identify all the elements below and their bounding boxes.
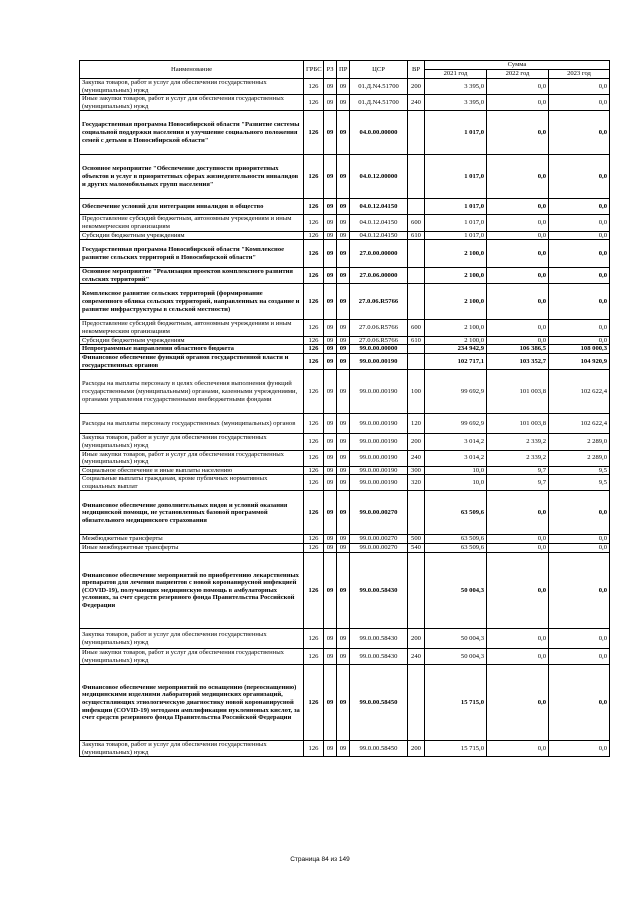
row-csr: 99.0.00.58430 (350, 553, 408, 629)
row-csr: 99.0.00.00270 (350, 535, 408, 544)
row-csr: 99.0.00.00190 (350, 414, 408, 434)
row-rz: 09 (324, 665, 337, 741)
row-rz: 09 (324, 414, 337, 434)
table-body (80, 79, 610, 757)
row-grbs: 126 (304, 544, 324, 553)
row-value-2022: 101 003,8 (487, 370, 549, 414)
row-pr: 09 (337, 111, 350, 155)
row-pr: 09 (337, 434, 350, 450)
row-name: Иные закупки товаров, работ и услуг для обеспечения государственных (муниципальных) нужд (80, 95, 304, 111)
row-value-2021: 2 100,0 (425, 336, 487, 345)
row-rz: 09 (324, 544, 337, 553)
row-vr (408, 553, 425, 629)
row-grbs: 126 (304, 450, 324, 466)
row-name: Финансовое обеспечение дополнительных видов и условий оказания медицинской помощи, не установленных базовой программой обязательного медицинского страхования (80, 491, 304, 535)
row-pr: 09 (337, 215, 350, 231)
table-row (80, 111, 610, 155)
row-grbs: 126 (304, 370, 324, 414)
row-value-2022: 0,0 (487, 741, 549, 757)
row-value-2021: 10,0 (425, 466, 487, 475)
row-value-2023: 9,5 (549, 475, 610, 491)
row-pr: 09 (337, 414, 350, 434)
row-pr: 09 (337, 268, 350, 284)
row-value-2022: 0,0 (487, 284, 549, 320)
row-value-2021: 3 014,2 (425, 450, 487, 466)
row-value-2022: 0,0 (487, 535, 549, 544)
row-grbs: 126 (304, 336, 324, 345)
row-value-2021: 3 395,0 (425, 79, 487, 95)
row-rz: 09 (324, 231, 337, 240)
row-grbs: 126 (304, 215, 324, 231)
table-row (80, 535, 610, 544)
row-rz: 09 (324, 741, 337, 757)
row-name: Государственная программа Новосибирской области "Комплексное развитие сельских территорий в Новосибирской области" (80, 240, 304, 268)
row-rz: 09 (324, 268, 337, 284)
row-value-2023: 0,0 (549, 741, 610, 757)
row-rz: 09 (324, 345, 337, 354)
row-grbs: 126 (304, 240, 324, 268)
row-csr: 27.0.06.00000 (350, 268, 408, 284)
row-value-2022: 0,0 (487, 155, 549, 199)
row-vr (408, 665, 425, 741)
row-name: Обеспечение условий для интеграции инвалидов в общество (80, 199, 304, 215)
row-pr: 09 (337, 741, 350, 757)
row-pr: 09 (337, 535, 350, 544)
row-value-2022: 0,0 (487, 336, 549, 345)
row-value-2023: 0,0 (549, 95, 610, 111)
row-rz: 09 (324, 649, 337, 665)
row-vr: 200 (408, 79, 425, 95)
row-value-2022: 0,0 (487, 95, 549, 111)
row-name: Социальные выплаты гражданам, кроме публичных нормативных социальных выплат (80, 475, 304, 491)
row-vr: 200 (408, 629, 425, 649)
row-vr: 540 (408, 544, 425, 553)
row-grbs: 126 (304, 268, 324, 284)
row-csr: 99.0.00.00270 (350, 491, 408, 535)
row-vr: 320 (408, 475, 425, 491)
row-name: Непрограммные направления областного бюджета (80, 345, 304, 354)
row-name: Закупка товаров, работ и услуг для обеспечения государственных (муниципальных) нужд (80, 629, 304, 649)
row-value-2023: 0,0 (549, 199, 610, 215)
row-csr: 99.0.00.00190 (350, 475, 408, 491)
row-value-2021: 99 692,9 (425, 370, 487, 414)
row-pr: 09 (337, 79, 350, 95)
row-grbs: 126 (304, 434, 324, 450)
row-rz: 09 (324, 475, 337, 491)
row-pr: 09 (337, 466, 350, 475)
row-value-2021: 1 017,0 (425, 111, 487, 155)
row-value-2023: 0,0 (549, 336, 610, 345)
row-grbs: 126 (304, 553, 324, 629)
row-name: Межбюджетные трансферты (80, 535, 304, 544)
row-value-2022: 101 003,8 (487, 414, 549, 434)
row-value-2021: 50 004,3 (425, 649, 487, 665)
row-value-2022: 106 386,5 (487, 345, 549, 354)
row-vr (408, 345, 425, 354)
row-value-2021: 2 100,0 (425, 284, 487, 320)
header-year-2023: 2023 год (549, 70, 610, 79)
table-row (80, 336, 610, 345)
row-csr: 04.0.12.04150 (350, 231, 408, 240)
row-name: Комплексное развитие сельских территорий (формирование современного облика сельских территорий, направленных на создание и развитие инфраструктуры в сельской местности) (80, 284, 304, 320)
row-name: Финансовое обеспечение мероприятий по оснащению (переоснащению) медицинскими изделиями лабораторий медицинских организаций, осуществляющих этиологическую диагностику новой коронавирусной инфекции (COVID-19) методами амплификации нуклеиновых кислот, за счет средств резервного фонда Правительства Российской Федерации (80, 665, 304, 741)
row-vr: 200 (408, 434, 425, 450)
row-value-2023: 0,0 (549, 111, 610, 155)
row-value-2023: 2 289,0 (549, 450, 610, 466)
row-value-2021: 63 509,6 (425, 535, 487, 544)
row-value-2023: 0,0 (549, 155, 610, 199)
row-vr (408, 491, 425, 535)
row-vr: 120 (408, 414, 425, 434)
row-pr: 09 (337, 231, 350, 240)
row-csr: 27.0.06.R5766 (350, 336, 408, 345)
row-grbs: 126 (304, 354, 324, 370)
row-value-2021: 3 395,0 (425, 95, 487, 111)
header-vr: ВР (408, 61, 425, 79)
row-name: Закупка товаров, работ и услуг для обеспечения государственных (муниципальных) нужд (80, 434, 304, 450)
row-csr: 99.0.00.00190 (350, 466, 408, 475)
row-value-2023: 0,0 (549, 284, 610, 320)
row-pr: 09 (337, 629, 350, 649)
table-row (80, 649, 610, 665)
row-csr: 27.0.00.00000 (350, 240, 408, 268)
row-value-2022: 0,0 (487, 544, 549, 553)
row-rz: 09 (324, 215, 337, 231)
row-csr: 99.0.00.00190 (350, 370, 408, 414)
row-vr (408, 268, 425, 284)
row-rz: 09 (324, 553, 337, 629)
row-csr: 01.Д.N4.51700 (350, 95, 408, 111)
table-row (80, 475, 610, 491)
row-rz: 09 (324, 629, 337, 649)
row-value-2021: 15 715,0 (425, 665, 487, 741)
row-value-2022: 0,0 (487, 199, 549, 215)
header-csr: ЦСР (350, 61, 408, 79)
table-row (80, 284, 610, 320)
row-csr: 99.0.00.00190 (350, 450, 408, 466)
row-value-2021: 1 017,0 (425, 155, 487, 199)
row-value-2022: 0,0 (487, 553, 549, 629)
table-row (80, 354, 610, 370)
row-value-2023: 0,0 (549, 79, 610, 95)
row-rz: 09 (324, 240, 337, 268)
row-vr: 500 (408, 535, 425, 544)
row-grbs: 126 (304, 111, 324, 155)
row-rz: 09 (324, 320, 337, 336)
row-vr: 600 (408, 320, 425, 336)
table-row (80, 345, 610, 354)
row-grbs: 126 (304, 466, 324, 475)
row-value-2021: 102 717,1 (425, 354, 487, 370)
row-pr: 09 (337, 199, 350, 215)
row-pr: 09 (337, 240, 350, 268)
row-vr (408, 284, 425, 320)
row-rz: 09 (324, 111, 337, 155)
row-name: Основное мероприятие "Обеспечение доступности приоритетных объектов и услуг в приоритетных сферах жизнедеятельности инвалидов и других маломобильных групп населения" (80, 155, 304, 199)
row-csr: 99.0.00.58450 (350, 665, 408, 741)
row-vr (408, 240, 425, 268)
row-pr: 09 (337, 491, 350, 535)
table-row (80, 553, 610, 629)
row-value-2023: 2 289,0 (549, 434, 610, 450)
table-row (80, 544, 610, 553)
row-vr: 240 (408, 450, 425, 466)
row-csr: 04.0.12.00000 (350, 155, 408, 199)
row-pr: 09 (337, 370, 350, 414)
row-pr: 09 (337, 95, 350, 111)
row-pr: 09 (337, 665, 350, 741)
row-vr: 240 (408, 95, 425, 111)
row-pr: 09 (337, 155, 350, 199)
table-row (80, 231, 610, 240)
row-rz: 09 (324, 336, 337, 345)
header-grbs: ГРБС (304, 61, 324, 79)
row-pr: 09 (337, 336, 350, 345)
row-name: Закупка товаров, работ и услуг для обеспечения государственных (муниципальных) нужд (80, 741, 304, 757)
row-value-2021: 1 017,0 (425, 215, 487, 231)
row-value-2021: 15 715,0 (425, 741, 487, 757)
page-footer: Страница 84 из 149 (290, 856, 350, 863)
row-value-2021: 2 100,0 (425, 240, 487, 268)
row-value-2021: 2 100,0 (425, 320, 487, 336)
row-vr: 600 (408, 215, 425, 231)
row-value-2021: 234 942,9 (425, 345, 487, 354)
table-row (80, 79, 610, 95)
header-year-2022: 2022 год (487, 70, 549, 79)
row-vr: 610 (408, 336, 425, 345)
row-csr: 99.0.00.00000 (350, 345, 408, 354)
row-grbs: 126 (304, 665, 324, 741)
row-grbs: 126 (304, 741, 324, 757)
row-value-2023: 0,0 (549, 649, 610, 665)
row-value-2022: 0,0 (487, 320, 549, 336)
row-grbs: 126 (304, 345, 324, 354)
row-name: Предоставление субсидий бюджетным, автономным учреждениям и иным некоммерческим организациям (80, 320, 304, 336)
row-value-2021: 63 509,6 (425, 544, 487, 553)
row-value-2021: 3 014,2 (425, 434, 487, 450)
row-vr (408, 111, 425, 155)
row-value-2023: 0,0 (549, 629, 610, 649)
row-csr: 04.0.12.04150 (350, 215, 408, 231)
table-row (80, 95, 610, 111)
row-pr: 09 (337, 553, 350, 629)
row-rz: 09 (324, 95, 337, 111)
row-name: Государственная программа Новосибирской области "Развитие системы социальной поддержки населения и улучшение социального положения семей с детьми в Новосибирской области" (80, 111, 304, 155)
row-name: Расходы на выплаты персоналу в целях обеспечения выполнения функций государственными (муниципальными) органами, казенными учреждениями, органами управления государственными внебюджетными фондами (80, 370, 304, 414)
row-pr: 09 (337, 450, 350, 466)
row-grbs: 126 (304, 491, 324, 535)
budget-table (79, 60, 610, 757)
table-row (80, 414, 610, 434)
row-rz: 09 (324, 79, 337, 95)
row-value-2022: 103 352,7 (487, 354, 549, 370)
row-rz: 09 (324, 434, 337, 450)
header-year-2021: 2021 год (425, 70, 487, 79)
row-grbs: 126 (304, 231, 324, 240)
row-rz: 09 (324, 370, 337, 414)
table-row (80, 741, 610, 757)
row-pr: 09 (337, 345, 350, 354)
row-name: Социальное обеспечение и иные выплаты населению (80, 466, 304, 475)
row-rz: 09 (324, 354, 337, 370)
row-name: Иные закупки товаров, работ и услуг для обеспечения государственных (муниципальных) нужд (80, 450, 304, 466)
row-csr: 27.0.06.R5766 (350, 284, 408, 320)
table-row (80, 629, 610, 649)
row-vr: 240 (408, 649, 425, 665)
row-vr (408, 354, 425, 370)
row-name: Основное мероприятие "Реализация проектов комплексного развития сельских территорий" (80, 268, 304, 284)
row-value-2023: 9,5 (549, 466, 610, 475)
table-row (80, 320, 610, 336)
row-pr: 09 (337, 544, 350, 553)
row-value-2021: 10,0 (425, 475, 487, 491)
row-grbs: 126 (304, 95, 324, 111)
table-row (80, 450, 610, 466)
row-csr: 04.0.12.04150 (350, 199, 408, 215)
row-value-2021: 2 100,0 (425, 268, 487, 284)
row-value-2022: 0,0 (487, 629, 549, 649)
row-grbs: 126 (304, 414, 324, 434)
row-grbs: 126 (304, 320, 324, 336)
row-value-2023: 0,0 (549, 215, 610, 231)
row-value-2023: 102 622,4 (549, 414, 610, 434)
row-value-2023: 0,0 (549, 491, 610, 535)
row-value-2021: 1 017,0 (425, 231, 487, 240)
row-vr (408, 199, 425, 215)
row-name: Финансовое обеспечение мероприятий по приобретению лекарственных препаратов для лечения пациентов с новой коронавирусной инфекцией (COVID-19), получающих медицинскую помощь в амбулаторных условиях, за счет средств резервного фонда Правительства Российской Федерации (80, 553, 304, 629)
row-name: Закупка товаров, работ и услуг для обеспечения государственных (муниципальных) нужд (80, 79, 304, 95)
row-grbs: 126 (304, 79, 324, 95)
row-grbs: 126 (304, 475, 324, 491)
row-value-2022: 0,0 (487, 215, 549, 231)
header-name: Наименование (80, 61, 304, 79)
row-pr: 09 (337, 475, 350, 491)
row-value-2021: 99 692,9 (425, 414, 487, 434)
row-value-2022: 0,0 (487, 268, 549, 284)
row-rz: 09 (324, 199, 337, 215)
row-value-2023: 0,0 (549, 240, 610, 268)
row-pr: 09 (337, 649, 350, 665)
table-row (80, 370, 610, 414)
row-value-2023: 0,0 (549, 320, 610, 336)
row-csr: 99.0.00.58430 (350, 649, 408, 665)
row-value-2023: 0,0 (549, 231, 610, 240)
row-value-2023: 0,0 (549, 268, 610, 284)
row-csr: 27.0.06.R5766 (350, 320, 408, 336)
header-sum: Сумма (425, 61, 610, 70)
row-value-2022: 0,0 (487, 491, 549, 535)
row-csr: 01.Д.N4.51700 (350, 79, 408, 95)
row-vr: 610 (408, 231, 425, 240)
table-row (80, 215, 610, 231)
row-value-2023: 0,0 (549, 553, 610, 629)
row-grbs: 126 (304, 284, 324, 320)
row-value-2023: 0,0 (549, 544, 610, 553)
row-value-2022: 0,0 (487, 240, 549, 268)
row-name: Финансовое обеспечение функций органов государственной власти и государственных органов (80, 354, 304, 370)
row-name: Иные межбюджетные трансферты (80, 544, 304, 553)
row-value-2021: 50 004,3 (425, 629, 487, 649)
row-value-2022: 9,7 (487, 466, 549, 475)
row-rz: 09 (324, 535, 337, 544)
row-name: Предоставление субсидий бюджетным, автономным учреждениям и иным некоммерческим организациям (80, 215, 304, 231)
row-csr: 99.0.00.58430 (350, 629, 408, 649)
row-pr: 09 (337, 320, 350, 336)
row-grbs: 126 (304, 535, 324, 544)
row-csr: 99.0.00.00190 (350, 434, 408, 450)
row-rz: 09 (324, 491, 337, 535)
row-csr: 99.0.00.00190 (350, 354, 408, 370)
table-row (80, 491, 610, 535)
row-name: Расходы на выплаты персоналу государственных (муниципальных) органов (80, 414, 304, 434)
row-pr: 09 (337, 354, 350, 370)
row-csr: 04.0.00.00000 (350, 111, 408, 155)
row-vr: 200 (408, 741, 425, 757)
row-vr: 100 (408, 370, 425, 414)
table-row (80, 466, 610, 475)
row-rz: 09 (324, 284, 337, 320)
header-pr: ПР (337, 61, 350, 79)
row-rz: 09 (324, 155, 337, 199)
row-csr: 99.0.00.58450 (350, 741, 408, 757)
row-grbs: 126 (304, 199, 324, 215)
table-row (80, 268, 610, 284)
table-row (80, 240, 610, 268)
row-rz: 09 (324, 450, 337, 466)
row-value-2023: 0,0 (549, 665, 610, 741)
header-rz: РЗ (324, 61, 337, 79)
row-csr: 99.0.00.00270 (350, 544, 408, 553)
row-value-2021: 63 509,6 (425, 491, 487, 535)
row-value-2022: 0,0 (487, 79, 549, 95)
row-pr: 09 (337, 284, 350, 320)
row-value-2022: 2 339,2 (487, 450, 549, 466)
table-row (80, 434, 610, 450)
row-grbs: 126 (304, 629, 324, 649)
row-vr: 300 (408, 466, 425, 475)
row-value-2021: 1 017,0 (425, 199, 487, 215)
row-value-2022: 0,0 (487, 649, 549, 665)
row-grbs: 126 (304, 649, 324, 665)
row-name: Иные закупки товаров, работ и услуг для обеспечения государственных (муниципальных) нужд (80, 649, 304, 665)
table-row (80, 199, 610, 215)
row-value-2023: 104 920,9 (549, 354, 610, 370)
row-value-2022: 9,7 (487, 475, 549, 491)
row-value-2023: 108 000,3 (549, 345, 610, 354)
table-row (80, 665, 610, 741)
row-rz: 09 (324, 466, 337, 475)
row-value-2023: 0,0 (549, 535, 610, 544)
row-value-2022: 0,0 (487, 231, 549, 240)
row-grbs: 126 (304, 155, 324, 199)
row-value-2022: 0,0 (487, 111, 549, 155)
row-name: Субсидии бюджетным учреждениям (80, 231, 304, 240)
row-value-2021: 50 004,3 (425, 553, 487, 629)
row-value-2023: 102 622,4 (549, 370, 610, 414)
row-name: Субсидии бюджетным учреждениям (80, 336, 304, 345)
table-row (80, 155, 610, 199)
row-value-2022: 0,0 (487, 665, 549, 741)
row-vr (408, 155, 425, 199)
row-value-2022: 2 339,2 (487, 434, 549, 450)
